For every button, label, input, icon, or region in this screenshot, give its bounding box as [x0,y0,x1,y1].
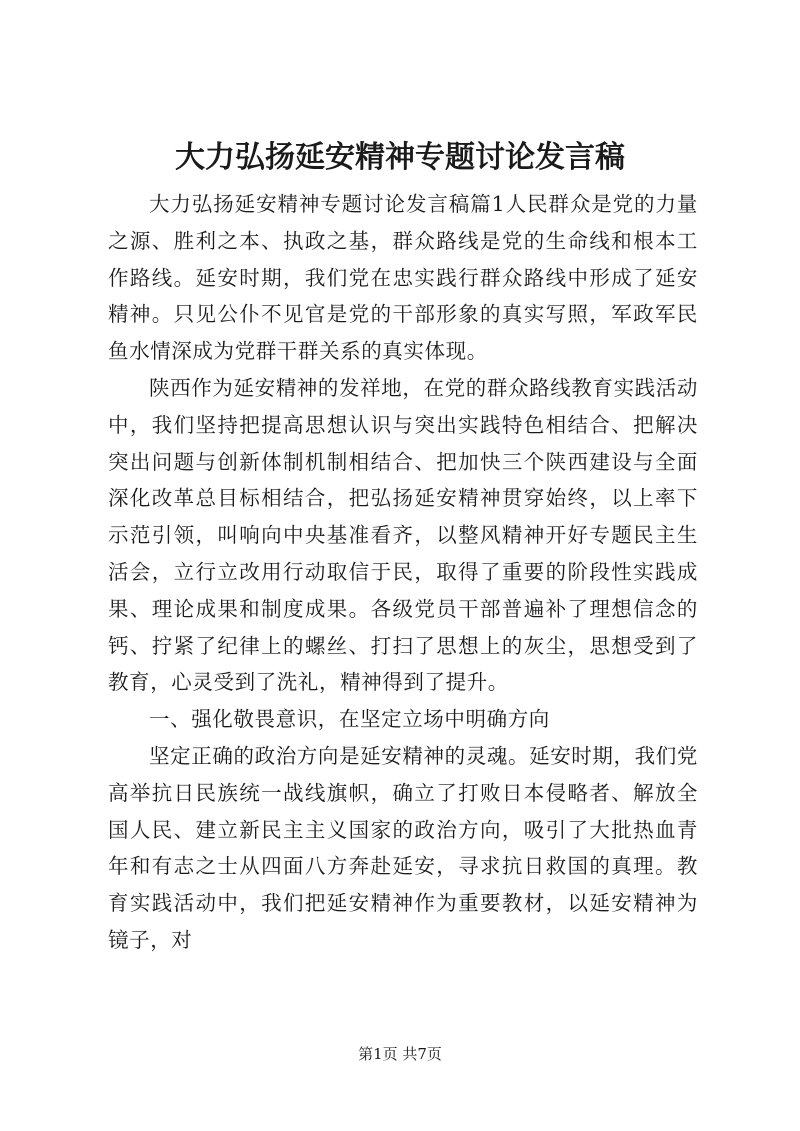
section-heading-1: 一、强化敬畏意识，在坚定立场中明确方向 [149,707,550,732]
document-title: 大力弘扬延安精神专题讨论发言稿 [175,140,625,175]
paragraph-3: 坚定正确的政治方向是延安精神的灵魂。延安时期，我们党高举抗日民族统一战线旗帜，确立了打败日本侵略者、解放全国人民、建立新民主主义国家的政治方向，吸引了大批热血青年和有志之士从四面八方奔赴延安，寻求抗日救国的真理。教育实践活动中，我们把延安精神作为重要教材，以延安精神为镜子，对 [108,743,698,952]
paragraph-1: 大力弘扬延安精神专题讨论发言稿篇1人民群众是党的力量之源、胜利之本、执政之基，群众路线是党的生命线和根本工作路线。延安时期，我们党在忠实践行群众路线中形成了延安精神。只见公仆不见官是党的干部形象的真实写照，军政军民鱼水情深成为党群干群关系的真实体现。 [108,192,698,364]
page-number-footer: 第1页 共7页 [358,1045,442,1063]
document-body [108,186,698,959]
paragraph-2: 陕西作为延安精神的发祥地，在党的群众路线教育实践活动中，我们坚持把提高思想认识与突出实践特色相结合、把解决突出问题与创新体制机制相结合、把加快三个陕西建设与全面深化改革总目标相结合，把弘扬延安精神贯穿始终，以上率下示范引领，叫响向中央基准看齐，以整风精神开好专题民主生活会，立行立改用行动取信于民，取得了重要的阶段性实践成果、理论成果和制度成果。各级党员干部普遍补了理想信念的钙、拧紧了纪律上的螺丝、打扫了思想上的灰尘，思想受到了教育，心灵受到了洗礼，精神得到了提升。 [108,375,698,695]
